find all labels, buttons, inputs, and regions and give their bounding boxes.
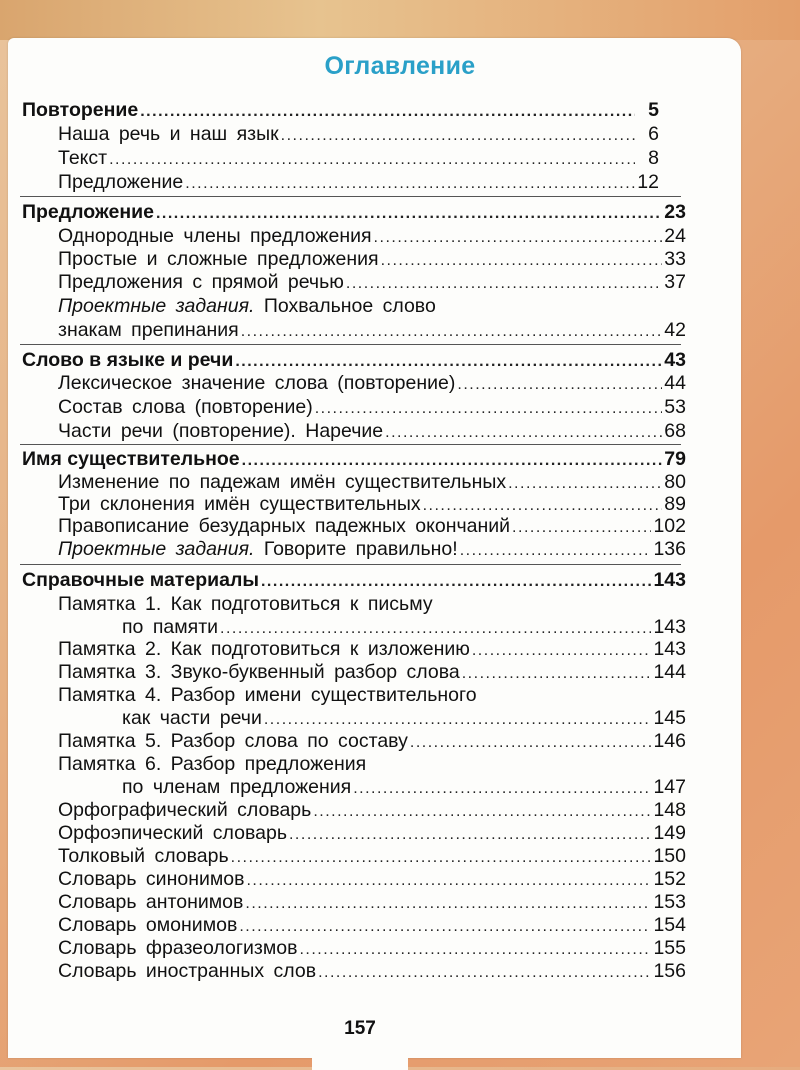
toc-entry[interactable]: по памяти ..... 143 bbox=[122, 615, 686, 641]
toc-entry[interactable]: Предложения с прямой речью ..... 37 bbox=[58, 270, 686, 296]
section-divider bbox=[20, 444, 681, 445]
section-divider bbox=[20, 344, 681, 345]
page-number: 157 bbox=[344, 1018, 376, 1039]
toc-entry[interactable]: Однородные члены предложения ..... 24 bbox=[58, 224, 686, 250]
toc-entry[interactable]: Лексическое значение слова (повторение) ..... 44 bbox=[58, 371, 686, 397]
toc-entry[interactable]: Словарь синонимов ..... 152 bbox=[58, 867, 686, 893]
toc-entry[interactable]: Словарь иностранных слов ..... 156 bbox=[58, 959, 686, 985]
toc-entry[interactable]: Памятка 2. Как подготовиться к изложению ..... 143 bbox=[58, 637, 686, 663]
toc-entry[interactable]: Наша речь и наш язык ..... 6 bbox=[58, 122, 659, 148]
toc-section-povtorenie[interactable]: Повторение ..... 5 bbox=[22, 98, 659, 124]
toc-section-slovo[interactable]: Слово в языке и речи ..... 43 bbox=[22, 348, 686, 374]
toc-entry-pamyatka6-line1[interactable]: Памятка 6. Разбор предложения bbox=[58, 753, 367, 775]
toc-entry[interactable]: знакам препинания ..... 42 bbox=[58, 318, 686, 344]
toc-entry[interactable]: Состав слова (повторение) ..... 53 bbox=[58, 395, 686, 421]
toc-section-spravochnye[interactable]: Справочные материалы ..... 143 bbox=[22, 568, 686, 594]
page-title: Оглавление bbox=[324, 52, 476, 80]
toc-entry[interactable]: Правописание безударных падежных окончаний ..... 102 bbox=[58, 514, 686, 540]
toc-entry[interactable]: Проектные задания. Говорите правильно! ..... 136 bbox=[58, 537, 686, 563]
toc-entry-pamyatka4-line1[interactable]: Памятка 4. Разбор имени существительного bbox=[58, 684, 477, 706]
toc-entry[interactable]: Орфоэпический словарь ..... 149 bbox=[58, 821, 686, 847]
toc-entry[interactable]: Словарь антонимов ..... 153 bbox=[58, 890, 686, 916]
toc-section-imya[interactable]: Имя существительное ..... 79 bbox=[22, 447, 686, 473]
toc-entry[interactable]: Орфографический словарь ..... 148 bbox=[58, 798, 686, 824]
toc-entry-project-line1[interactable]: Проектные задания. Похвальное слово bbox=[58, 295, 436, 317]
toc-entry[interactable]: Текст ..... 8 bbox=[58, 146, 659, 172]
leader-dots bbox=[140, 100, 635, 124]
toc-entry[interactable]: Предложение ..... 12 bbox=[58, 170, 659, 196]
toc-entry[interactable]: как части речи ..... 145 bbox=[122, 706, 686, 732]
section-divider bbox=[20, 564, 681, 565]
toc-entry[interactable]: Изменение по падежам имён существительных ..... 80 bbox=[58, 470, 686, 496]
toc-entry[interactable]: Части речи (повторение). Наречие ..... 68 bbox=[58, 419, 686, 445]
toc-entry[interactable]: Три склонения имён существительных ..... 89 bbox=[58, 492, 686, 518]
background-stripe bbox=[0, 0, 800, 40]
toc-entry[interactable]: Словарь омонимов ..... 154 bbox=[58, 913, 686, 939]
toc-entry[interactable]: Простые и сложные предложения ..... 33 bbox=[58, 247, 686, 273]
toc-entry-pamyatka1-line1[interactable]: Памятка 1. Как подготовиться к письму bbox=[58, 593, 433, 615]
section-divider bbox=[20, 196, 681, 197]
toc-section-predlozhenie[interactable]: Предложение ..... 23 bbox=[22, 200, 686, 226]
toc-entry[interactable]: Памятка 5. Разбор слова по составу ..... 146 bbox=[58, 729, 686, 755]
toc-entry[interactable]: по членам предложения ..... 147 bbox=[122, 775, 686, 801]
toc-entry[interactable]: Толковый словарь ..... 150 bbox=[58, 844, 686, 870]
toc-entry[interactable]: Памятка 3. Звуко-буквенный разбор слова ..... 144 bbox=[58, 660, 686, 686]
toc-entry[interactable]: Словарь фразеологизмов ..... 155 bbox=[58, 936, 686, 962]
